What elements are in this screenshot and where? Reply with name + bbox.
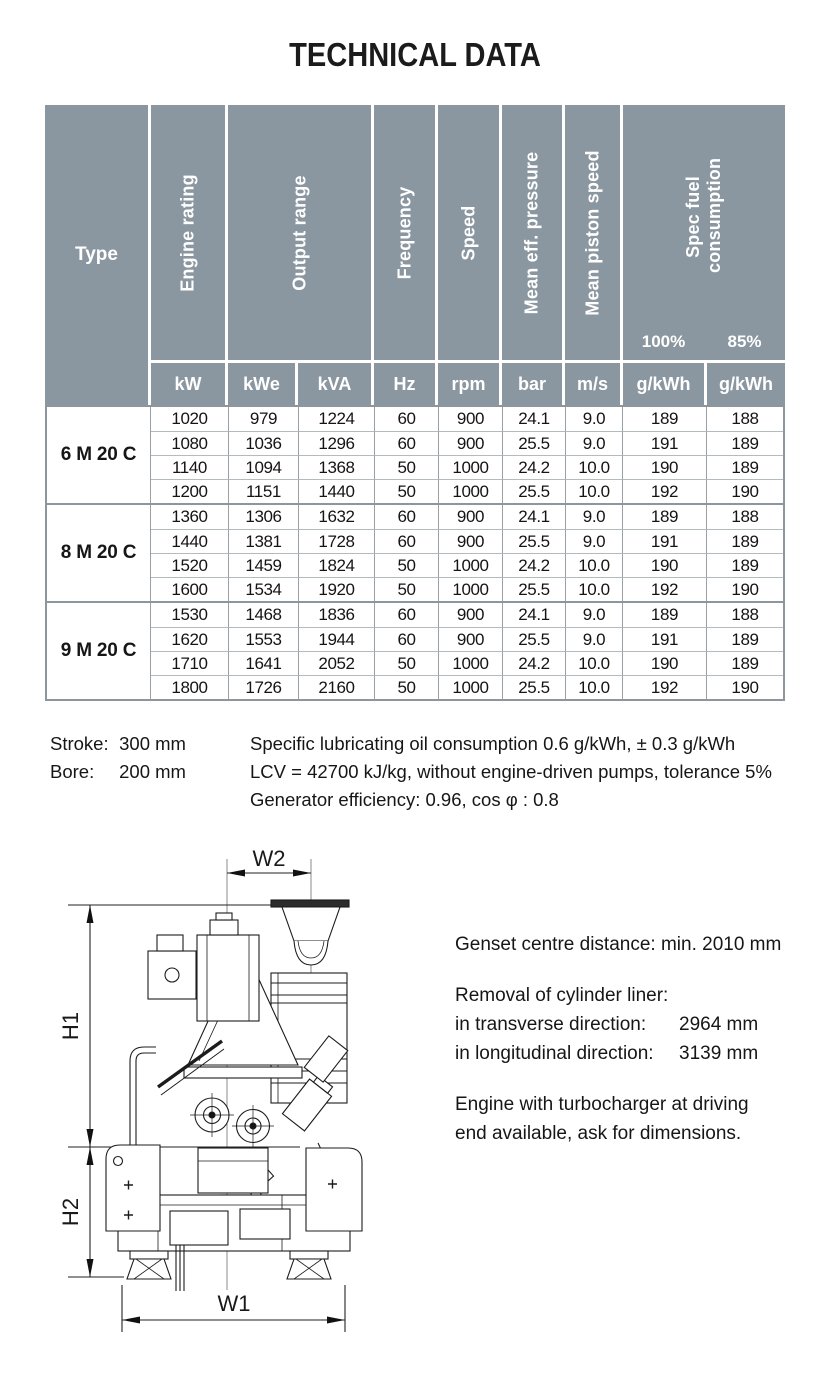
data-cell: 1824 [298, 553, 374, 577]
data-cell: 9.0 [565, 603, 622, 627]
data-cell: 1553 [228, 627, 298, 651]
data-cell: 1224 [298, 407, 374, 431]
data-cell: 190 [706, 577, 783, 601]
dimensions-notes [50, 730, 186, 786]
data-cell: 1000 [438, 553, 502, 577]
data-cell: 189 [622, 407, 706, 431]
load-85: 85% [727, 332, 762, 351]
data-cell: 2052 [298, 651, 374, 675]
data-cell: 1080 [151, 431, 228, 455]
data-cell: 50 [374, 455, 438, 479]
data-cell: 189 [622, 505, 706, 529]
unit-kwe: kWe [228, 363, 295, 405]
data-cell: 1200 [151, 479, 228, 503]
data-cell: 9.0 [565, 627, 622, 651]
data-cell: 189 [706, 651, 783, 675]
engine-block [47, 503, 783, 601]
data-cell: 60 [374, 407, 438, 431]
data-cell: 60 [374, 603, 438, 627]
stroke-value: 300 mm [119, 733, 186, 754]
data-cell: 10.0 [565, 675, 622, 699]
data-grid [151, 603, 783, 699]
data-cell: 900 [438, 627, 502, 651]
data-cell: 1641 [228, 651, 298, 675]
data-cell: 1468 [228, 603, 298, 627]
col-header-type [45, 105, 148, 405]
engine-outline [106, 900, 362, 1291]
engine-type: 9 M 20 C [47, 603, 151, 699]
col-header-spec-fuel-consumption: Spec fuel consumption 100% 85% [623, 105, 785, 360]
data-cell: 9.0 [565, 505, 622, 529]
data-grid [151, 407, 783, 503]
data-cell: 10.0 [565, 651, 622, 675]
data-cell: 190 [622, 455, 706, 479]
data-cell: 60 [374, 431, 438, 455]
data-cell: 24.2 [502, 455, 565, 479]
data-cell: 189 [706, 431, 783, 455]
data-cell: 25.5 [502, 479, 565, 503]
data-cell: 190 [622, 651, 706, 675]
data-cell: 189 [706, 529, 783, 553]
data-grid [151, 505, 783, 601]
dim-w2-label: W2 [252, 846, 286, 871]
data-cell: 1381 [228, 529, 298, 553]
data-cell: 50 [374, 675, 438, 699]
data-cell: 24.2 [502, 651, 565, 675]
data-cell: 25.5 [502, 529, 565, 553]
unit-ms: m/s [565, 363, 620, 405]
unit-bar: bar [502, 363, 562, 405]
data-cell: 10.0 [565, 553, 622, 577]
data-cell: 60 [374, 505, 438, 529]
data-cell: 1459 [228, 553, 298, 577]
data-cell: 1728 [298, 529, 374, 553]
info-text [455, 930, 820, 1148]
bore-label: Bore: [50, 761, 95, 782]
data-cell: 190 [622, 553, 706, 577]
data-cell: 24.1 [502, 603, 565, 627]
data-cell: 1440 [151, 529, 228, 553]
data-cell: 25.5 [502, 627, 565, 651]
data-cell: 189 [622, 603, 706, 627]
data-cell: 1600 [151, 577, 228, 601]
removal-transverse: in transverse direction: 2964 mm [455, 1014, 759, 1035]
note-line: LCV = 42700 kJ/kg, without engine-driven pumps, tolerance 5% [250, 761, 772, 782]
col-header-frequency: Frequency [374, 105, 435, 360]
col-header-type-label: Type [75, 244, 118, 265]
stroke-label: Stroke: [50, 733, 109, 754]
data-cell: 1620 [151, 627, 228, 651]
stroke-row [50, 730, 186, 758]
data-cell: 1440 [298, 479, 374, 503]
data-cell: 60 [374, 529, 438, 553]
data-cell: 189 [706, 553, 783, 577]
data-cell: 188 [706, 603, 783, 627]
data-cell: 1944 [298, 627, 374, 651]
data-cell: 188 [706, 505, 783, 529]
col-header-mean-eff-pressure: Mean eff. pressure [502, 105, 562, 360]
turbo-note-line: end available, ask for dimensions. [455, 1123, 742, 1144]
data-cell: 10.0 [565, 479, 622, 503]
engine-drawing [58, 843, 458, 1353]
data-cell: 192 [622, 577, 706, 601]
col-header-mean-piston-speed: Mean piston speed [565, 105, 620, 360]
col-header-speed: Speed [438, 105, 499, 360]
data-cell: 25.5 [502, 577, 565, 601]
data-cell: 191 [622, 529, 706, 553]
col-header-engine-rating: Engine rating [151, 105, 225, 360]
data-cell: 60 [374, 627, 438, 651]
data-cell: 1296 [298, 431, 374, 455]
unit-hz: Hz [374, 363, 435, 405]
dim-h1-label: H1 [58, 1011, 83, 1041]
data-cell: 9.0 [565, 431, 622, 455]
data-cell: 10.0 [565, 577, 622, 601]
page-title: TECHNICAL DATA [289, 36, 541, 73]
load-labels [623, 332, 785, 352]
data-cell: 189 [706, 455, 783, 479]
data-cell: 1920 [298, 577, 374, 601]
data-cell: 1534 [228, 577, 298, 601]
unit-kw: kW [151, 363, 225, 405]
data-cell: 192 [622, 675, 706, 699]
data-cell: 9.0 [565, 407, 622, 431]
data-cell: 24.1 [502, 407, 565, 431]
dim-h2-label: H2 [58, 1197, 83, 1227]
data-cell: 2160 [298, 675, 374, 699]
data-cell: 10.0 [565, 455, 622, 479]
data-cell: 1520 [151, 553, 228, 577]
data-cell: 1710 [151, 651, 228, 675]
data-cell: 1000 [438, 455, 502, 479]
data-cell: 50 [374, 553, 438, 577]
data-cell: 25.5 [502, 675, 565, 699]
data-cell: 1000 [438, 577, 502, 601]
data-cell: 50 [374, 479, 438, 503]
data-cell: 50 [374, 577, 438, 601]
data-cell: 25.5 [502, 431, 565, 455]
data-cell: 24.1 [502, 505, 565, 529]
unit-rpm: rpm [438, 363, 499, 405]
data-cell: 1800 [151, 675, 228, 699]
col-header-output-range: Output range [228, 105, 371, 360]
data-cell: 191 [622, 627, 706, 651]
data-cell: 1836 [298, 603, 374, 627]
data-cell: 1726 [228, 675, 298, 699]
engine-block [47, 601, 783, 699]
unit-gkwh-100: g/kWh [623, 363, 704, 405]
data-cell: 979 [228, 407, 298, 431]
dim-w1-label: W1 [217, 1291, 251, 1316]
data-cell: 900 [438, 529, 502, 553]
table-body [45, 405, 785, 701]
data-cell: 900 [438, 431, 502, 455]
data-cell: 190 [706, 479, 783, 503]
consumption-notes [250, 730, 772, 814]
data-cell: 1140 [151, 455, 228, 479]
engine-type: 6 M 20 C [47, 407, 151, 503]
removal-title: Removal of cylinder liner: [455, 985, 669, 1006]
data-cell: 1530 [171, 605, 208, 624]
data-cell: 190 [706, 675, 783, 699]
data-cell: 1151 [228, 479, 298, 503]
data-cell: 1094 [228, 455, 298, 479]
data-cell: 1000 [438, 479, 502, 503]
data-cell: 24.2 [502, 553, 565, 577]
load-100: 100% [641, 332, 686, 351]
engine-block [47, 407, 783, 503]
data-cell: 1020 [171, 409, 208, 428]
bore-row [50, 758, 186, 786]
data-cell: 1368 [298, 455, 374, 479]
data-cell: 1000 [438, 651, 502, 675]
data-cell: 188 [706, 407, 783, 431]
data-cell: 189 [706, 627, 783, 651]
engine-type: 8 M 20 C [47, 505, 151, 601]
data-cell: 1360 [171, 507, 208, 526]
data-cell: 900 [438, 407, 502, 431]
data-cell: 192 [622, 479, 706, 503]
table-header [45, 105, 785, 405]
data-cell: 50 [374, 651, 438, 675]
unit-kva: kVA [298, 363, 371, 405]
data-cell: 191 [622, 431, 706, 455]
turbo-note-line: Engine with turbocharger at driving [455, 1094, 749, 1115]
data-cell: 900 [438, 603, 502, 627]
data-cell: 1632 [298, 505, 374, 529]
data-cell: 9.0 [565, 529, 622, 553]
genset-distance: Genset centre distance: min. 2010 mm [455, 934, 782, 955]
data-cell: 1000 [438, 675, 502, 699]
bore-value: 200 mm [119, 761, 186, 782]
removal-longitudinal: in longitudinal direction: 3139 mm [455, 1043, 759, 1064]
note-line: Generator efficiency: 0.96, cos φ : 0.8 [250, 789, 559, 810]
data-cell: 900 [438, 505, 502, 529]
note-line: Specific lubricating oil consumption 0.6 g/kWh, ± 0.3 g/kWh [250, 733, 736, 754]
data-cell: 1306 [228, 505, 298, 529]
unit-gkwh-85: g/kWh [707, 363, 785, 405]
data-cell: 1036 [228, 431, 298, 455]
